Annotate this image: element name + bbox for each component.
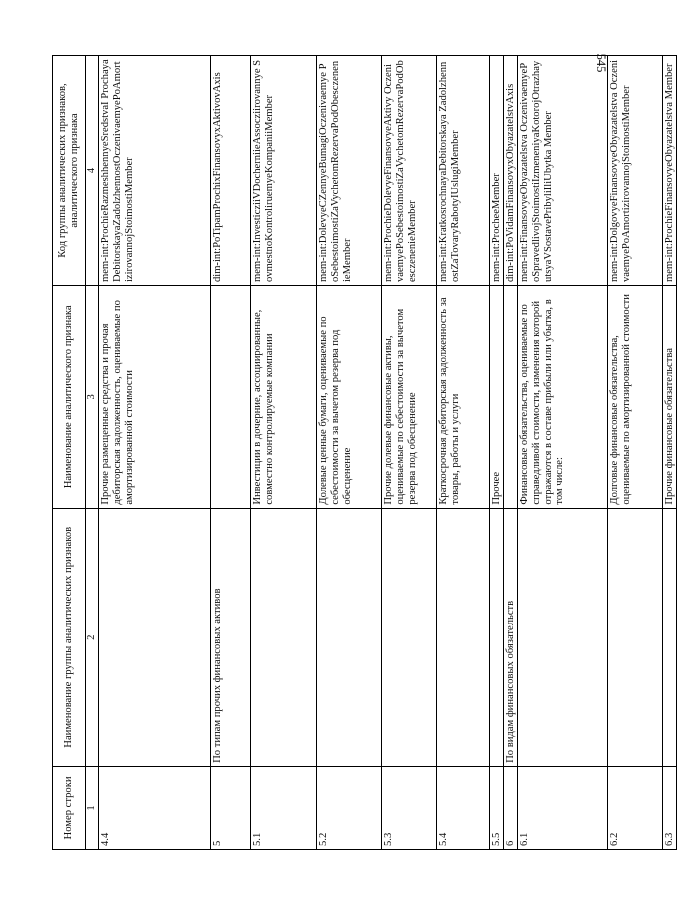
- table-row: [316, 56, 381, 850]
- feature-name: Инвестиции в дочерние, ассоциированные, совместно контролируемые компании: [250, 286, 316, 509]
- header-code: Код группы аналитических признаков, аналитического признака: [53, 56, 86, 286]
- row-number: 4.4: [98, 766, 210, 849]
- feature-code: dim-int:PoVidamFinansovyxObyazatelstvAxis: [503, 56, 517, 286]
- header-group-name: Наименование группы аналитических признаков: [53, 508, 86, 766]
- table-row: [436, 56, 489, 850]
- group-name: [250, 508, 316, 766]
- feature-code: mem-int:ProchieFinansovyeObyazatelstva Member: [662, 56, 676, 286]
- table-row: [662, 56, 676, 850]
- group-name: [98, 508, 210, 766]
- feature-name: [503, 286, 517, 509]
- table-row: [517, 56, 607, 850]
- table-row: [98, 56, 210, 850]
- group-name: [436, 508, 489, 766]
- group-name: [662, 508, 676, 766]
- feature-code: mem-int:DolevyeCZennyeBumagiOczenivaemye PoSebestoimostiZaVychetomRezervaPodObesczeneniеMember: [316, 56, 381, 286]
- column-numbers-row: [86, 56, 99, 850]
- feature-code: dim-int:PoTipamProchixFinansovyxAktivovAxis: [210, 56, 250, 286]
- feature-name: Финансовые обязательства, оцениваемые по справедливой стоимости, изменения которой отражаются в составе прибыли или убытка, в том числе:: [517, 286, 607, 509]
- feature-code: mem-int:ProchieRazmeshhennyeSredstvaI ProchayaDebitorskayaZadolzhennostOczenivaemyePoAmortizirovannojStoimostiMember: [98, 56, 210, 286]
- feature-name: Прочее: [489, 286, 503, 509]
- group-name: По типам прочих финансовых активов: [210, 508, 250, 766]
- group-name: [607, 508, 662, 766]
- feature-code: mem-int:KratkosrochnayaDebitorskaya ZadolzhennostZaTovaryRabotyIUslugiMember: [436, 56, 489, 286]
- table-row: [607, 56, 662, 850]
- feature-name: [210, 286, 250, 509]
- row-number: 6.3: [662, 766, 676, 849]
- table-row: [489, 56, 503, 850]
- feature-name: Прочие финансовые обязательства: [662, 286, 676, 509]
- feature-name: Долговые финансовые обязательства, оцениваемые по амортизированной стоимости: [607, 286, 662, 509]
- row-number: 5: [210, 766, 250, 849]
- row-number: 5.1: [250, 766, 316, 849]
- row-number: 5.2: [316, 766, 381, 849]
- group-name: По видам финансовых обязательств: [503, 508, 517, 766]
- table-header-row: [53, 56, 86, 850]
- row-number: 5.3: [381, 766, 436, 849]
- table-row: [250, 56, 316, 850]
- feature-code: mem-int:InvesticziiVDocherniieAssocziirovannye SovmestnoKontroliruemyeKompaniiMember: [250, 56, 316, 286]
- feature-name: Прочие размещенные средства и прочая дебиторская задолженность, оцениваемые по амортизированной стоимости: [98, 286, 210, 509]
- row-number: 6: [503, 766, 517, 849]
- feature-code: mem-int:FinansovyeObyazatelstva OczenivaemyePoSpravedlivojStoimostiIzmeneniyaKotorojOtrazhayutsyaVSostavePribyliIliUbytka Member: [517, 56, 607, 286]
- analytic-features-table: [52, 55, 677, 850]
- feature-name: Краткосрочная дебиторская задолженность за товары, работы и услуги: [436, 286, 489, 509]
- feature-code: mem-int:ProcheeMember: [489, 56, 503, 286]
- page-number: 545: [594, 53, 608, 73]
- table-row: [210, 56, 250, 850]
- table-row: [503, 56, 517, 850]
- column-number: 4: [86, 56, 99, 286]
- header-row-number: Номер строки: [53, 766, 86, 849]
- feature-code: mem-int:ProchieDolevyeFinansovyeAktivy OczenivaemyePoSebestoimostiZaVychetomRezervaPodObesczenenieMember: [381, 56, 436, 286]
- column-number: 1: [86, 766, 99, 849]
- row-number: 6.2: [607, 766, 662, 849]
- table-row: [381, 56, 436, 850]
- column-number: 2: [86, 508, 99, 766]
- feature-name: Прочие долевые финансовые активы, оцениваемые по себестоимости за вычетом резерва под обесценение: [381, 286, 436, 509]
- row-number: 5.5: [489, 766, 503, 849]
- row-number: 6.1: [517, 766, 607, 849]
- group-name: [316, 508, 381, 766]
- group-name: [381, 508, 436, 766]
- row-number: 5.4: [436, 766, 489, 849]
- header-feature-name: Наименование аналитического признака: [53, 286, 86, 509]
- feature-code: mem-int:DolgovyeFinansovyeObyazatelstva OczenivaemyePoAmortizirovannojStoimostiMember: [607, 56, 662, 286]
- feature-name: Долевые ценные бумаги, оцениваемые по себестоимости за вычетом резерва под обесценение: [316, 286, 381, 509]
- group-name: [489, 508, 503, 766]
- group-name: [517, 508, 607, 766]
- column-number: 3: [86, 286, 99, 509]
